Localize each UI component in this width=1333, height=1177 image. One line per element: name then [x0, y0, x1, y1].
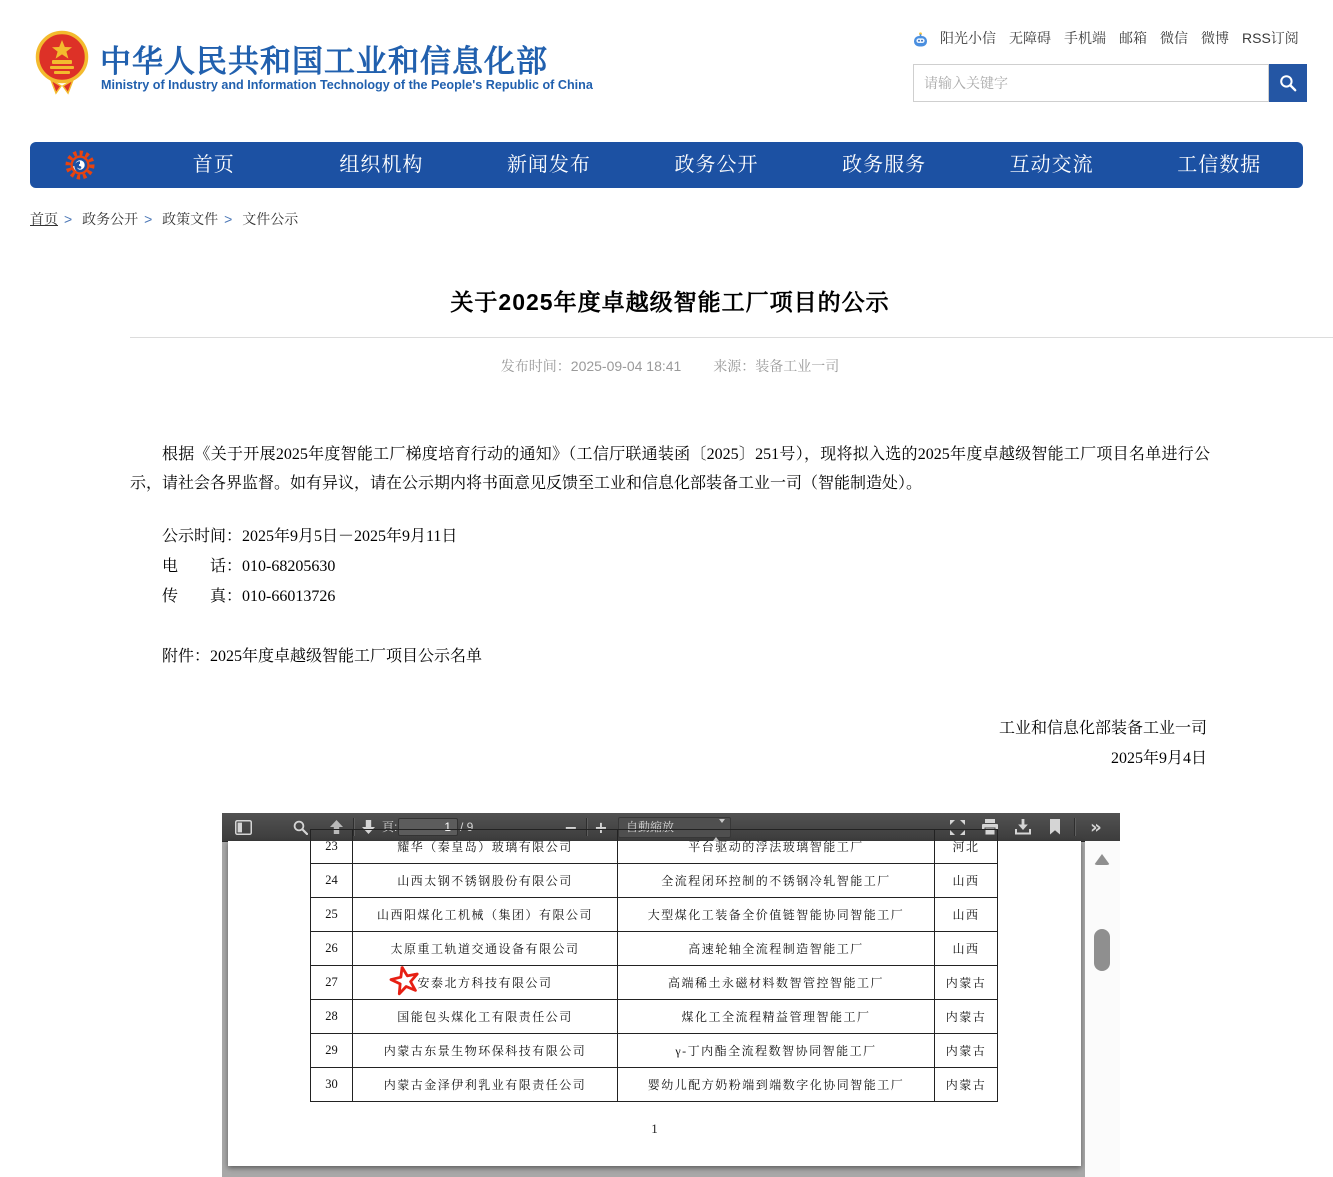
- breadcrumb-separator: >: [64, 211, 73, 227]
- cell-company: 耀华（秦皇岛）玻璃有限公司: [353, 830, 618, 864]
- national-emblem-logo: [34, 30, 90, 96]
- nav-item[interactable]: 首页: [192, 154, 235, 176]
- cell-province: 内蒙古: [935, 1034, 998, 1068]
- breadcrumb-link[interactable]: 政务公开: [82, 211, 139, 227]
- header-quick-link[interactable]: 阳光小信: [940, 30, 996, 46]
- cell-number: 23: [311, 830, 353, 864]
- table-row: [311, 1000, 998, 1034]
- attachment-link[interactable]: 附件：2025年度卓越级智能工厂项目公示名单: [162, 648, 483, 665]
- cell-company: 山西阳煤化工机械（集团）有限公司: [353, 898, 618, 932]
- nav-item[interactable]: 政务公开: [674, 154, 759, 176]
- sidebar-toggle-icon: [235, 820, 252, 835]
- sidebar-toggle-button[interactable]: [230, 813, 256, 841]
- cell-company: 安泰北方科技有限公司: [353, 966, 618, 1000]
- download-icon: [1015, 819, 1031, 835]
- page-label: 頁:: [382, 820, 398, 834]
- cell-province: 山西: [935, 898, 998, 932]
- table-row: [311, 966, 998, 1000]
- cell-project: 婴幼儿配方奶粉端到端数字化协同智能工厂: [618, 1068, 935, 1102]
- miit-gear-logo-icon: [64, 149, 96, 181]
- nav-item[interactable]: 组织机构: [339, 154, 424, 176]
- cell-number: 28: [311, 1000, 353, 1034]
- nav-item[interactable]: 互动交流: [1009, 154, 1094, 176]
- cell-company: 国能包头煤化工有限责任公司: [353, 1000, 618, 1034]
- cell-province: 内蒙古: [935, 966, 998, 1000]
- body-paragraph: 根据《关于开展2025年度智能工厂梯度培育行动的通知》（工信厅联通装函〔2025〕251号），现将拟入选的2025年度卓越级智能工厂项目名单进行公示，请社会各界监督。如有异议，请在公示期内将书面意见反馈至工业和信息化部装备工业一司（智能制造处）。: [130, 446, 1210, 492]
- cell-number: 30: [311, 1068, 353, 1102]
- pdf-page-number: 1: [651, 1121, 658, 1136]
- breadcrumb: [30, 209, 304, 229]
- signature-date: 2025年9月4日: [1110, 750, 1207, 767]
- plus-icon: +: [594, 817, 608, 837]
- header-quick-link[interactable]: RSS订阅: [1242, 30, 1299, 46]
- search-icon: [293, 820, 308, 835]
- search-bar: [913, 64, 1307, 102]
- info-line: 电 话：010-68205630: [162, 558, 336, 575]
- more-tools-button[interactable]: [1082, 813, 1110, 841]
- breadcrumb-separator: >: [224, 211, 233, 227]
- cell-company: 内蒙古东景生物环保科技有限公司: [353, 1034, 618, 1068]
- cell-number: 24: [311, 864, 353, 898]
- header-quick-links: [912, 28, 1312, 48]
- search-button[interactable]: [1269, 64, 1307, 102]
- table-row: [311, 1034, 998, 1068]
- nav-item[interactable]: 工信数据: [1177, 154, 1262, 176]
- cell-number: 26: [311, 932, 353, 966]
- pdf-scrollbar: [1085, 841, 1120, 1177]
- double-chevron-right-icon: »: [1090, 816, 1102, 838]
- header-quick-link[interactable]: 手机端: [1064, 30, 1106, 46]
- scroll-up-arrow[interactable]: [1094, 854, 1110, 865]
- cell-project: 高速轮轴全流程制造智能工厂: [618, 932, 935, 966]
- info-line: 传 真：010-66013726: [162, 588, 336, 605]
- header-quick-link[interactable]: 微博: [1201, 30, 1229, 46]
- breadcrumb-link[interactable]: 政策文件: [162, 211, 219, 227]
- red-star-annotation: [389, 966, 421, 1000]
- cell-number: 27: [311, 966, 353, 1000]
- cell-province: 河北: [935, 830, 998, 864]
- header-quick-link[interactable]: 邮箱: [1119, 30, 1147, 46]
- table-row: [311, 864, 998, 898]
- site-title: 中华人民共和国工业和信息化部: [100, 44, 548, 79]
- pdf-viewer: [222, 813, 1120, 1177]
- robot-mascot-icon: [912, 32, 929, 49]
- nav-items: [130, 142, 1303, 188]
- zoom-select-value: 自動縮放: [626, 820, 675, 834]
- table-row: [311, 830, 998, 864]
- cell-project: 高端稀土永磁材料数智管控智能工厂: [618, 966, 935, 1000]
- cell-company: 内蒙古金泽伊利乳业有限责任公司: [353, 1068, 618, 1102]
- cell-project: γ-丁内酯全流程数智协同智能工厂: [618, 1034, 935, 1068]
- signature-org: 工业和信息化部装备工业一司: [998, 720, 1207, 737]
- nav-item[interactable]: 政务服务: [842, 154, 927, 176]
- info-line: 公示时间：2025年9月5日－2025年9月11日: [162, 528, 458, 545]
- cell-number: 29: [311, 1034, 353, 1068]
- cell-number: 25: [311, 898, 353, 932]
- header-quick-link[interactable]: 无障碍: [1009, 30, 1051, 46]
- breadcrumb-link[interactable]: 首页: [30, 211, 58, 227]
- table-row: [311, 898, 998, 932]
- cell-project: 大型煤化工装备全价值链智能协同智能工厂: [618, 898, 935, 932]
- bookmark-button[interactable]: [1044, 813, 1066, 841]
- cell-company: 太原重工轨道交通设备有限公司: [353, 932, 618, 966]
- site-subtitle-en: Ministry of Industry and Information Technology of the People's Republic of China: [101, 78, 593, 92]
- table-row: [311, 932, 998, 966]
- main-nav: [30, 142, 1303, 188]
- cell-province: 内蒙古: [935, 1000, 998, 1034]
- table-row: [311, 1068, 998, 1102]
- bookmark-icon: [1049, 819, 1061, 835]
- pdf-page: [228, 841, 1081, 1166]
- breadcrumb-separator: >: [144, 211, 153, 227]
- cell-project: 煤化工全流程精益管理智能工厂: [618, 1000, 935, 1034]
- toolbar-separator: [1074, 818, 1076, 836]
- find-button[interactable]: [288, 813, 312, 841]
- scrollbar-thumb[interactable]: [1094, 929, 1110, 971]
- download-button[interactable]: [1010, 813, 1036, 841]
- breadcrumb-link[interactable]: 文件公示: [242, 211, 299, 227]
- article-meta: [130, 356, 1210, 376]
- info-lines: [130, 522, 1210, 612]
- cell-company: 山西太钢不锈钢股份有限公司: [353, 864, 618, 898]
- search-input[interactable]: [913, 64, 1269, 102]
- cell-project: 平台驱动的浮法玻璃智能工厂: [618, 830, 935, 864]
- page-total: / 9: [460, 820, 474, 834]
- cell-province: 山西: [935, 932, 998, 966]
- minus-icon: −: [564, 817, 578, 837]
- nav-item[interactable]: 新闻发布: [506, 154, 591, 176]
- article-source: 来源：装备工业一司: [713, 358, 840, 374]
- header-quick-link[interactable]: 微信: [1160, 30, 1188, 46]
- page-title: 关于2025年度卓越级智能工厂项目的公示: [450, 289, 890, 315]
- publish-time: 发布时间：2025-09-04 18:41: [500, 358, 682, 374]
- cell-province: 山西: [935, 864, 998, 898]
- cell-province: 内蒙古: [935, 1068, 998, 1102]
- title-divider: [130, 337, 1333, 338]
- cell-project: 全流程闭环控制的不锈钢冷轧智能工厂: [618, 864, 935, 898]
- search-icon: [1279, 74, 1297, 92]
- document-body: [130, 440, 1210, 774]
- project-table: [310, 829, 998, 1102]
